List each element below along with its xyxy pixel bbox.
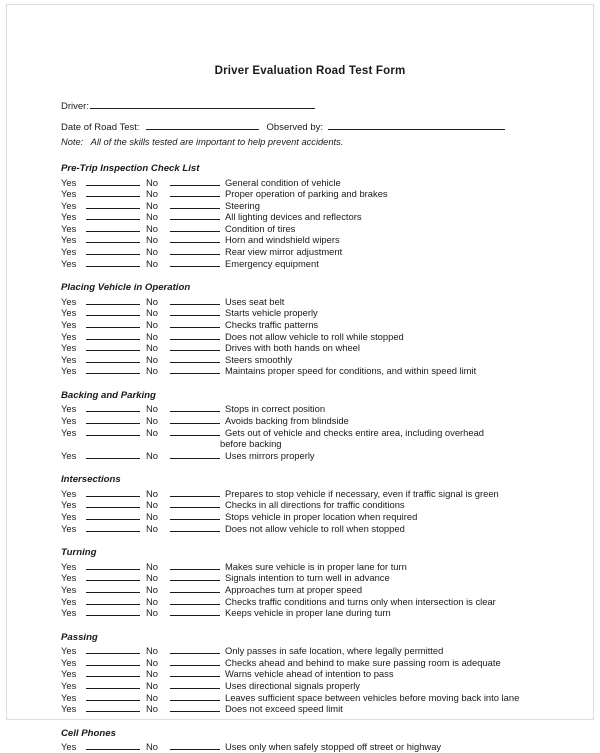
checklist-item-description: Checks traffic patterns xyxy=(225,318,319,330)
note-lead-label: Note: xyxy=(61,137,84,147)
no-label: No xyxy=(146,499,158,511)
no-label: No xyxy=(146,199,158,211)
section-heading: Passing xyxy=(61,631,98,643)
section-heading: Pre-Trip Inspection Check List xyxy=(61,163,200,174)
yes-label: Yes xyxy=(61,656,77,668)
section-heading: Cell Phones xyxy=(61,727,116,739)
checklist-section xyxy=(61,163,551,269)
yes-label: Yes xyxy=(61,449,77,461)
no-blank-field[interactable] xyxy=(170,668,220,677)
no-blank-field[interactable] xyxy=(170,511,220,520)
no-blank-field[interactable] xyxy=(170,561,220,570)
checklist-row xyxy=(61,561,551,573)
checklist-item-description: Stops in correct position xyxy=(225,403,326,415)
no-label: No xyxy=(146,680,158,691)
no-label: No xyxy=(146,583,158,595)
yes-blank-field[interactable] xyxy=(86,607,140,616)
page-content xyxy=(61,5,551,753)
yes-blank-field[interactable] xyxy=(86,188,140,197)
checklist-item-description-continued: before backing xyxy=(220,438,282,450)
checklist-item-description: Steers smoothly xyxy=(225,353,293,365)
yes-blank-field[interactable] xyxy=(86,657,140,666)
checklist-row xyxy=(61,188,551,200)
section-heading: Intersections xyxy=(61,474,121,486)
checklist-row xyxy=(61,211,551,223)
yes-blank-field[interactable] xyxy=(86,200,140,209)
yes-label: Yes xyxy=(61,403,77,415)
yes-label: Yes xyxy=(61,176,77,188)
no-blank-field[interactable] xyxy=(170,211,220,220)
no-blank-field[interactable] xyxy=(170,680,220,689)
no-label: No xyxy=(146,691,158,703)
yes-label: Yes xyxy=(61,295,77,307)
yes-label: Yes xyxy=(61,511,77,523)
checklist-row xyxy=(61,223,551,235)
no-label: No xyxy=(146,426,158,438)
no-blank-field[interactable] xyxy=(170,499,220,508)
checklist-item-description: Signals intention to turn well in advance xyxy=(225,572,390,584)
yes-label: Yes xyxy=(61,703,77,715)
no-label: No xyxy=(146,595,158,607)
yes-blank-field[interactable] xyxy=(86,331,140,340)
yes-blank-field[interactable] xyxy=(86,365,140,374)
yes-label: Yes xyxy=(61,211,77,223)
yes-blank-field[interactable] xyxy=(86,645,140,654)
no-blank-field[interactable] xyxy=(170,645,220,654)
no-blank-field[interactable] xyxy=(170,692,220,701)
no-label: No xyxy=(146,246,158,258)
no-label: No xyxy=(146,703,158,715)
yes-label: Yes xyxy=(61,257,77,269)
no-label: No xyxy=(146,234,158,246)
checklist-item-description: Condition of tires xyxy=(225,222,296,234)
yes-blank-field[interactable] xyxy=(86,680,140,689)
yes-blank-field[interactable] xyxy=(86,319,140,328)
yes-label: Yes xyxy=(61,318,77,330)
yes-label: Yes xyxy=(61,572,77,584)
yes-label: Yes xyxy=(61,499,77,511)
no-label: No xyxy=(146,741,158,753)
yes-label: Yes xyxy=(61,595,77,607)
no-blank-field[interactable] xyxy=(170,584,220,593)
checklist-item-description: Keeps vehicle in proper lane during turn xyxy=(225,607,391,619)
yes-label: Yes xyxy=(61,188,77,200)
checklist-item-description: Does not allow vehicle to roll when stopped xyxy=(225,522,405,534)
yes-label: Yes xyxy=(61,607,77,619)
checklist-item-description: Avoids backing from blindside xyxy=(225,415,349,426)
no-blank-field[interactable] xyxy=(170,427,220,436)
yes-blank-field[interactable] xyxy=(86,488,140,497)
no-blank-field[interactable] xyxy=(170,331,220,340)
checklist-row xyxy=(61,572,551,584)
checklist-item-description: Rear view mirror adjustment xyxy=(225,246,343,258)
checklist-row xyxy=(61,246,551,258)
no-blank-field[interactable] xyxy=(170,403,220,412)
yes-blank-field[interactable] xyxy=(86,354,140,363)
note-text: All of the skills tested are important to help prevent accidents. xyxy=(90,137,344,147)
checklist-item-description: Stops vehicle in proper location when required xyxy=(225,511,418,523)
checklist-item-description: Uses directional signals properly xyxy=(225,680,360,691)
checklist-row xyxy=(61,607,551,619)
checklist-row xyxy=(61,596,551,608)
observer-field-label: Observed by: xyxy=(266,122,324,133)
checklist-row xyxy=(61,450,551,462)
checklist-item-description: Prepares to stop vehicle if necessary, even if traffic signal is green xyxy=(225,487,499,499)
yes-blank-field[interactable] xyxy=(86,584,140,593)
no-blank-field[interactable] xyxy=(170,234,220,243)
checklist-item-description: Steering xyxy=(225,199,260,211)
checklist-item-description: Maintains proper speed for conditions, and within speed limit xyxy=(225,365,477,377)
no-label: No xyxy=(146,415,158,426)
no-blank-field[interactable] xyxy=(170,365,220,374)
yes-blank-field[interactable] xyxy=(86,561,140,570)
yes-label: Yes xyxy=(61,691,77,703)
no-blank-field[interactable] xyxy=(170,523,220,532)
no-blank-field[interactable] xyxy=(170,607,220,616)
checklist-item-description: Does not allow vehicle to roll while stopped xyxy=(225,330,404,342)
checklist-section xyxy=(61,632,551,715)
checklist-row xyxy=(61,488,551,500)
section-heading: Placing Vehicle in Operation xyxy=(61,282,191,294)
checklist-item-description: Gets out of vehicle and checks entire area, including overhead xyxy=(225,426,485,438)
checklist-row xyxy=(61,296,551,308)
checklist-section xyxy=(61,547,551,618)
form-note xyxy=(61,136,551,148)
no-label: No xyxy=(146,449,158,461)
no-label: No xyxy=(146,522,158,534)
no-blank-field[interactable] xyxy=(170,415,220,424)
checklist-row xyxy=(61,234,551,246)
no-blank-field[interactable] xyxy=(170,246,220,255)
checklist-item-description: Checks ahead and behind to make sure passing room is adequate xyxy=(225,656,501,668)
no-label: No xyxy=(146,353,158,365)
yes-label: Yes xyxy=(61,342,77,354)
checklist-row xyxy=(61,584,551,596)
no-blank-field[interactable] xyxy=(170,342,220,351)
yes-blank-field[interactable] xyxy=(86,523,140,532)
yes-blank-field[interactable] xyxy=(86,668,140,677)
yes-label: Yes xyxy=(61,645,77,657)
checklist-row xyxy=(61,403,551,415)
checklist-row xyxy=(61,307,551,319)
no-blank-field[interactable] xyxy=(170,703,220,712)
form-page xyxy=(6,4,594,753)
checklist-item-description: Horn and windshield wipers xyxy=(225,234,340,246)
yes-blank-field[interactable] xyxy=(86,177,140,186)
checklist-row xyxy=(61,511,551,523)
yes-blank-field[interactable] xyxy=(86,234,140,243)
yes-label: Yes xyxy=(61,668,77,680)
no-label: No xyxy=(146,572,158,584)
yes-label: Yes xyxy=(61,307,77,319)
no-label: No xyxy=(146,645,158,657)
driver-field-row xyxy=(61,99,551,113)
checklist-item-description: Drives with both hands on wheel xyxy=(225,342,360,354)
checklist-row xyxy=(61,680,551,692)
no-label: No xyxy=(146,211,158,223)
yes-blank-field[interactable] xyxy=(86,403,140,412)
checklist-item-description: Leaves sufficient space between vehicles before moving back into lane xyxy=(225,691,520,703)
yes-blank-field[interactable] xyxy=(86,211,140,220)
checklist-row xyxy=(61,692,551,704)
no-label: No xyxy=(146,511,158,523)
checklist-item-description: Proper operation of parking and brakes xyxy=(225,188,388,200)
checklist-row xyxy=(61,200,551,212)
yes-blank-field[interactable] xyxy=(86,246,140,255)
checklist-item-description: Uses only when safely stopped off street or highway xyxy=(225,741,442,753)
no-label: No xyxy=(146,560,158,572)
checklist-row xyxy=(61,657,551,669)
checklist-item-description: General condition of vehicle xyxy=(225,176,341,188)
checklist-row xyxy=(61,499,551,511)
yes-blank-field[interactable] xyxy=(86,596,140,605)
yes-blank-field[interactable] xyxy=(86,223,140,232)
no-label: No xyxy=(146,668,158,680)
checklist-row xyxy=(61,703,551,715)
yes-label: Yes xyxy=(61,487,77,499)
checklist-section xyxy=(61,474,551,534)
yes-label: Yes xyxy=(61,583,77,595)
checklist-row xyxy=(61,365,551,377)
yes-blank-field[interactable] xyxy=(86,296,140,305)
checklist-item-description: Checks in all directions for traffic conditions xyxy=(225,499,405,511)
checklist-section xyxy=(61,282,551,377)
page-title: Driver Evaluation Road Test Form xyxy=(214,65,406,77)
checklist-section xyxy=(61,728,551,753)
yes-blank-field[interactable] xyxy=(86,307,140,316)
yes-label: Yes xyxy=(61,522,77,534)
yes-blank-field[interactable] xyxy=(86,342,140,351)
no-label: No xyxy=(146,342,158,354)
checklist-row xyxy=(61,354,551,366)
no-blank-field[interactable] xyxy=(170,741,220,750)
checklist-row xyxy=(61,668,551,680)
date-field-label: Date of Road Test: xyxy=(61,122,140,133)
no-label: No xyxy=(146,222,158,234)
checklist-row xyxy=(61,342,551,354)
yes-label: Yes xyxy=(61,741,77,753)
checklist-row xyxy=(61,741,551,753)
yes-blank-field[interactable] xyxy=(86,427,140,436)
section-heading: Backing and Parking xyxy=(61,389,156,401)
checklist-item-description: All lighting devices and reflectors xyxy=(225,211,362,223)
checklist-item-description: Uses mirrors properly xyxy=(225,449,315,461)
no-blank-field[interactable] xyxy=(170,488,220,497)
checklist-sections xyxy=(61,163,551,753)
section-heading: Turning xyxy=(61,547,97,559)
checklist-row xyxy=(61,319,551,331)
yes-blank-field[interactable] xyxy=(86,703,140,712)
no-blank-field[interactable] xyxy=(170,258,220,267)
yes-label: Yes xyxy=(61,560,77,572)
checklist-item-description: Warns vehicle ahead of intention to pass xyxy=(225,668,394,680)
no-blank-field[interactable] xyxy=(170,657,220,666)
yes-blank-field[interactable] xyxy=(86,692,140,701)
no-label: No xyxy=(146,318,158,330)
yes-blank-field[interactable] xyxy=(86,415,140,424)
checklist-row xyxy=(61,177,551,189)
yes-label: Yes xyxy=(61,426,77,438)
no-blank-field[interactable] xyxy=(170,177,220,186)
yes-label: Yes xyxy=(61,353,77,365)
yes-blank-field[interactable] xyxy=(86,499,140,508)
checklist-item-description: Emergency equipment xyxy=(225,257,319,269)
no-blank-field[interactable] xyxy=(170,354,220,363)
checklist-section xyxy=(61,390,551,461)
no-blank-field[interactable] xyxy=(170,200,220,209)
no-blank-field[interactable] xyxy=(170,307,220,316)
yes-blank-field[interactable] xyxy=(86,511,140,520)
checklist-item-description: Does not exceed speed limit xyxy=(225,703,343,715)
yes-label: Yes xyxy=(61,234,77,246)
no-label: No xyxy=(146,307,158,319)
driver-field-label: Driver: xyxy=(61,101,89,112)
checklist-row xyxy=(61,258,551,270)
yes-blank-field[interactable] xyxy=(86,258,140,267)
checklist-item-description: Checks traffic conditions and turns only when intersection is clear xyxy=(225,595,496,607)
checklist-row xyxy=(61,331,551,343)
yes-label: Yes xyxy=(61,330,77,342)
checklist-item-description: Approaches turn at proper speed xyxy=(225,583,363,595)
no-blank-field[interactable] xyxy=(170,319,220,328)
no-label: No xyxy=(146,330,158,342)
no-label: No xyxy=(146,295,158,307)
yes-blank-field[interactable] xyxy=(86,572,140,581)
checklist-row xyxy=(61,415,551,427)
no-label: No xyxy=(146,607,158,619)
no-blank-field[interactable] xyxy=(170,450,220,459)
checklist-row xyxy=(61,523,551,535)
no-blank-field[interactable] xyxy=(170,572,220,581)
driver-input[interactable] xyxy=(90,99,315,109)
checklist-item-description: Uses seat belt xyxy=(225,295,285,307)
date-input[interactable] xyxy=(146,120,259,130)
no-label: No xyxy=(146,403,158,415)
no-blank-field[interactable] xyxy=(170,596,220,605)
no-blank-field[interactable] xyxy=(170,223,220,232)
no-blank-field[interactable] xyxy=(170,296,220,305)
yes-label: Yes xyxy=(61,199,77,211)
no-label: No xyxy=(146,257,158,269)
header-fields xyxy=(61,99,551,148)
checklist-item-description: Only passes in safe location, where legally permitted xyxy=(225,645,444,657)
yes-blank-field[interactable] xyxy=(86,741,140,750)
yes-label: Yes xyxy=(61,222,77,234)
yes-blank-field[interactable] xyxy=(86,450,140,459)
no-label: No xyxy=(146,176,158,188)
no-blank-field[interactable] xyxy=(170,188,220,197)
yes-label: Yes xyxy=(61,415,77,426)
date-observer-field-row xyxy=(61,120,551,134)
no-label: No xyxy=(146,188,158,200)
no-label: No xyxy=(146,365,158,377)
checklist-row xyxy=(61,427,551,439)
yes-label: Yes xyxy=(61,246,77,258)
observer-input[interactable] xyxy=(328,120,505,130)
yes-label: Yes xyxy=(61,365,77,377)
no-label: No xyxy=(146,487,158,499)
checklist-item-description: Starts vehicle properly xyxy=(225,307,318,319)
checklist-item-description: Makes sure vehicle is in proper lane for turn xyxy=(225,560,407,572)
no-label: No xyxy=(146,656,158,668)
checklist-row xyxy=(61,645,551,657)
yes-label: Yes xyxy=(61,680,77,691)
